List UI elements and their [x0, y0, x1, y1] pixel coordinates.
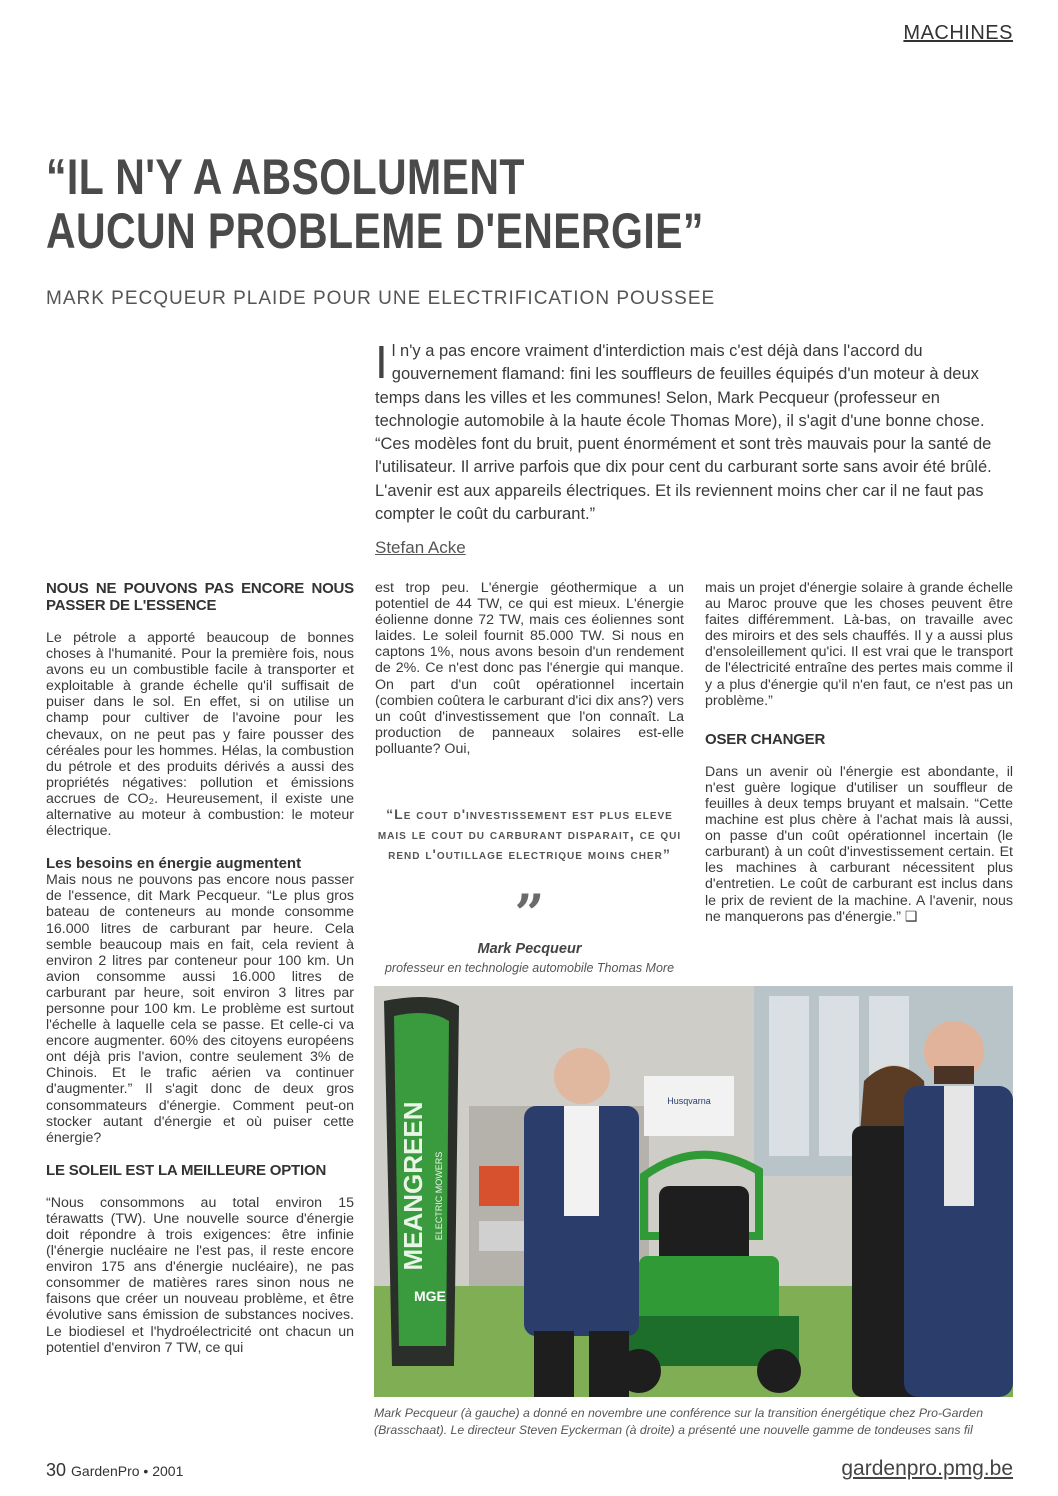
- banner-logo: MGE: [414, 1288, 446, 1304]
- paragraph: Mais nous ne pouvons pas encore nous passer de l'essence, dit Mark Pecqueur. “Le plus gros bateau de conteneurs au monde consomme 16.000 litres de carburant par heure. Cela semble beaucoup mais en fait, cela revient à environ 2 litres par conteneur pour 100 km. Un avion consomme aussi 16.000 litres de carburant par heure, soit environ 3 litres par personne pour 100 km. Le problème est surtout l'échelle à laquelle cela se passe. Et celle-ci va encore augmenter. 60% des citoyens européens ont déjà pris l'avion, contre seulement 3% de Chinois. Et le trafic aérien va continuer d'augmenter.” Il s'agit donc de deux gros consommateurs d'énergie. Comment peut-on stocker autant d'énergie et où puiser cette énergie?: [46, 872, 354, 1146]
- column-3: [705, 580, 1013, 925]
- quote-mark-icon: ”: [514, 884, 545, 945]
- pull-quote: “Le cout d'investissement est plus eleve mais le cout du carburant disparait, ce qui rend l'outillage electrique moins cher”: [377, 806, 682, 862]
- article-title: [46, 150, 784, 258]
- photo-illustration: [374, 986, 1013, 1397]
- section-heading-oser-changer: OSER CHANGER: [705, 730, 826, 748]
- section-heading-soleil: LE SOLEIL EST LA MEILLEURE OPTION: [46, 1161, 327, 1179]
- paragraph: est trop peu. L'énergie géothermique a un potentiel de 44 TW, ce qui est mieux. L'énergie éolienne donne 72 TW, mais ces éoliennes sont laides. Le soleil fournit 85.000 TW. Si nous en captons 1%, nous avons besoin d'un rendement de 2%. Ce n'est donc pas l'énergie qui manque. On part d'un coût opérationnel incertain (combien coûtera le carburant d'ici dix ans?) vers un coût d'investissement que l'on connaît. La production de panneaux solaires est-elle polluante? Oui,: [375, 580, 684, 757]
- article-intro: [375, 336, 1005, 526]
- article-subtitle: MARK PECQUEUR PLAIDE POUR UNE ELECTRIFICATION POUSSEE: [46, 288, 716, 309]
- paragraph: “Nous consommons au total environ 15 térawatts (TW). Une nouvelle source d'énergie doit répondre à trois exigences: être infinie (l'énergie nucléaire ne l'est pas, il reste encore environ 175 ans d'énergie nucléaire), ne pas consommer de matières rares sinon nous ne faisons que créer un nouveau problème, et être évolutive sans émission de substances nocives. Le biodiesel et l'hydroélectricité ont chacun un potentiel d'environ 7 TW, ce qui: [46, 1194, 354, 1356]
- article-title-line-2: AUCUN PROBLEME D'ENERGIE”: [46, 203, 704, 259]
- banner-text: MEANGREEN: [398, 1101, 428, 1271]
- section-label: MACHINES: [903, 22, 1013, 44]
- column-2: [375, 580, 684, 757]
- quote-author-name: Mark Pecqueur: [477, 941, 582, 957]
- paragraph: Le pétrole a apporté beaucoup de bonnes choses à l'humanité. Pour la première fois, nous avons eu un combustible facile à transporter et exploitable à grande échelle qu'il suffisait de puiser dans le sol. En effet, si on utilise un champ pour cultiver de l'avoine pour les chevaux, on ne peut pas y faire pousser des céréales pour les hommes. Hélas, la combustion du pétrole et des produits dérivés a aussi des propriétés négatives: pollution et émissions accrues de CO₂. Heureusement, il existe une alternative au moteur à combustion: le moteur électrique.: [46, 630, 354, 840]
- intro-text: l n'y a pas encore vraiment d'interdiction mais c'est déjà dans l'accord du gouvernement flamand: fini les souffleurs de feuilles équipés d'un moteur à deux temps dans les villes et les communes! Selon, Mark Pecqueur (professeur en technologie automobile à la haute école Thomas More), il s'agit d'une bonne chose. “Ces modèles font du bruit, puent énormément et sont très mauvais pour la santé de l'utilisateur. Il arrive parfois que dix pour cent du carburant sorte sans avoir été brûlé. L'avenir est aux appareils électriques. Et ils reviennent moins cher car il ne faut pas compter le coût du carburant.”: [375, 342, 992, 524]
- article-photo: [374, 986, 1013, 1397]
- photo-caption: Mark Pecqueur (à gauche) a donné en novembre une conférence sur la transition énergétique chez Pro-Garden (Brasschaat). Le directeur Steven Eyckerman (à droite) a présenté une nouvelle gamme de tondeuses sans fil: [374, 1406, 984, 1437]
- page-number: 30: [46, 1460, 67, 1480]
- website-link[interactable]: gardenpro.pmg.be: [841, 1457, 1013, 1480]
- subheading-besoins: Les besoins en énergie augmentent: [46, 855, 302, 873]
- publication-info: GardenPro • 2001: [71, 1463, 184, 1479]
- section-heading-essence: NOUS NE POUVONS PAS ENCORE NOUS PASSER DE L'ESSENCE: [46, 580, 354, 614]
- drop-cap: I: [375, 336, 388, 388]
- sign-text: Husqvarna: [667, 1096, 711, 1106]
- paragraph: mais un projet d'énergie solaire à grande échelle au Maroc prouve que les choses peuvent être faites différemment. Là-bas, on travaille avec des miroirs et des sels chauffés. Il y a aussi plus d'ensoleillement qu'ici. Il est vrai que le transport de l'électricité entraîne des pertes mais comme il y a plus d'énergie qu'il n'en faut, ce n'est pas un problème.”: [705, 580, 1013, 709]
- article-title-line-1: “IL N'Y A ABSOLUMENT: [46, 149, 525, 205]
- column-1: [46, 580, 354, 1356]
- author-byline: Stefan Acke: [375, 538, 466, 557]
- footer-left: [46, 1460, 183, 1481]
- quote-author-role: professeur en technologie automobile Thomas More: [384, 961, 675, 975]
- paragraph: Dans un avenir où l'énergie est abondante, il n'est guère logique d'utiliser un souffleur de feuilles à deux temps bruyant et malsain. “Cette machine est plus chère à l'achat mais là aussi, on passe d'un coût opérationnel incertain (le carburant) à un coût d'investissement certain. Et les machines à carburant nécessitent plus d'entretien. Le coût de carburant est inclus dans le prix de revient de la machine. A l'avenir, nous ne manquerons pas d'énergie.” ❑: [705, 763, 1013, 925]
- banner-subtext: ELECTRIC MOWERS: [434, 1151, 444, 1241]
